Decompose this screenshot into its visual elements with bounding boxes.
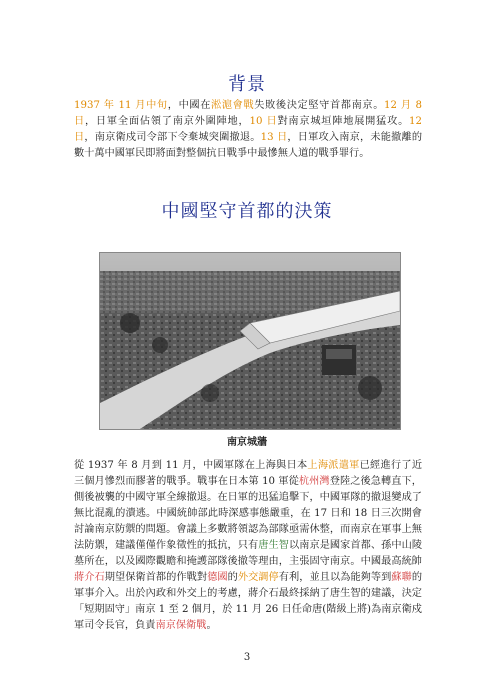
highlighted-term[interactable]: 12 月 8 日 — [74, 100, 423, 127]
highlighted-term[interactable]: 蘇聯 — [391, 572, 412, 583]
nanjing-city-wall-photo — [99, 252, 401, 430]
text-run: ，日軍攻入南京，未能撤離的數十萬中國軍民即將面對整個抗日戰爭中最慘無人道的戰爭罪行。 — [74, 132, 423, 159]
text-run: 。 — [206, 620, 217, 631]
text-run: ，中國在 — [167, 100, 212, 111]
highlighted-term[interactable]: 1937 年 11 月中旬 — [74, 100, 168, 111]
highlighted-term[interactable]: 唐生智 — [258, 540, 289, 551]
text-run: 登陸之後急轉直下，側後被襲的中國守軍全線撤退。在日軍的迅猛追擊下，中國軍隊的撤退變成了無比混亂的潰逃。中國統帥部此時深感事態嚴重，在 17 日和 18 日三次開會討論南京防禦的問題。會議上多數將領認為部隊亟需休整，而南京在軍事上無法防禦，建議僅僅作象徵性的抵抗，只有 — [74, 476, 422, 551]
highlighted-term[interactable]: 10 日 — [249, 116, 278, 127]
highlighted-term[interactable]: 蔣介石 — [74, 572, 105, 583]
highlighted-term[interactable]: 上海派遣軍 — [307, 460, 360, 471]
text-run: 的軍事介入。出於內政和外交上的考慮，蔣介石最終採納了唐生智的建議，決定「短期固守」南京 1 至 2 個月，於 11 月 26 日任命唐(階級上將)為南京衛戍軍司令長官，負責 — [74, 572, 423, 631]
text-run: 期望保衛首都的作戰對 — [104, 572, 208, 583]
text-run: 有利，並且以為能夠等到 — [278, 572, 392, 583]
text-run: ，日軍全面佔領了南京外圍陣地， — [84, 116, 250, 127]
highlighted-term[interactable]: 德國 — [207, 572, 228, 583]
page-number: 3 — [243, 652, 251, 663]
highlighted-term[interactable]: 杭州灣 — [298, 476, 330, 487]
text-run: 從 1937 年 8 月到 11 月，中國軍隊在上海與日本 — [74, 460, 308, 471]
highlighted-term[interactable]: 淞滬會戰 — [211, 100, 255, 111]
text-run: 的 — [227, 572, 238, 583]
highlighted-term[interactable]: 12 日 — [74, 116, 423, 143]
paragraph-defense-decision — [74, 458, 422, 634]
highlighted-term[interactable]: 南京保衛戰 — [155, 620, 207, 631]
highlighted-term[interactable]: 外交調停 — [237, 572, 279, 583]
section-title-background: 背景 — [228, 74, 266, 95]
paragraph-background — [74, 98, 422, 162]
text-run: 失敗後決定堅守首都南京。 — [254, 100, 385, 111]
text-run: 對南京城垣陣地展開猛攻。 — [277, 116, 410, 127]
photo-caption: 南京城牆 — [227, 437, 267, 448]
section-title-defense-decision: 中國堅守首都的決策 — [161, 201, 333, 222]
highlighted-term[interactable]: 13 日 — [260, 132, 288, 143]
text-run: ，南京衛戍司令部下令棄城突圍撤退。 — [84, 132, 261, 143]
text-run: 以南京是國家首都、孫中山陵墓所在，以及國際觀瞻和掩護部隊後撤等理由，主張固守南京。中國最高統帥 — [74, 540, 423, 567]
text-run: 已經進行了近三個月慘烈而膠著的戰爭。戰事在日本第 10 軍從 — [74, 460, 423, 487]
